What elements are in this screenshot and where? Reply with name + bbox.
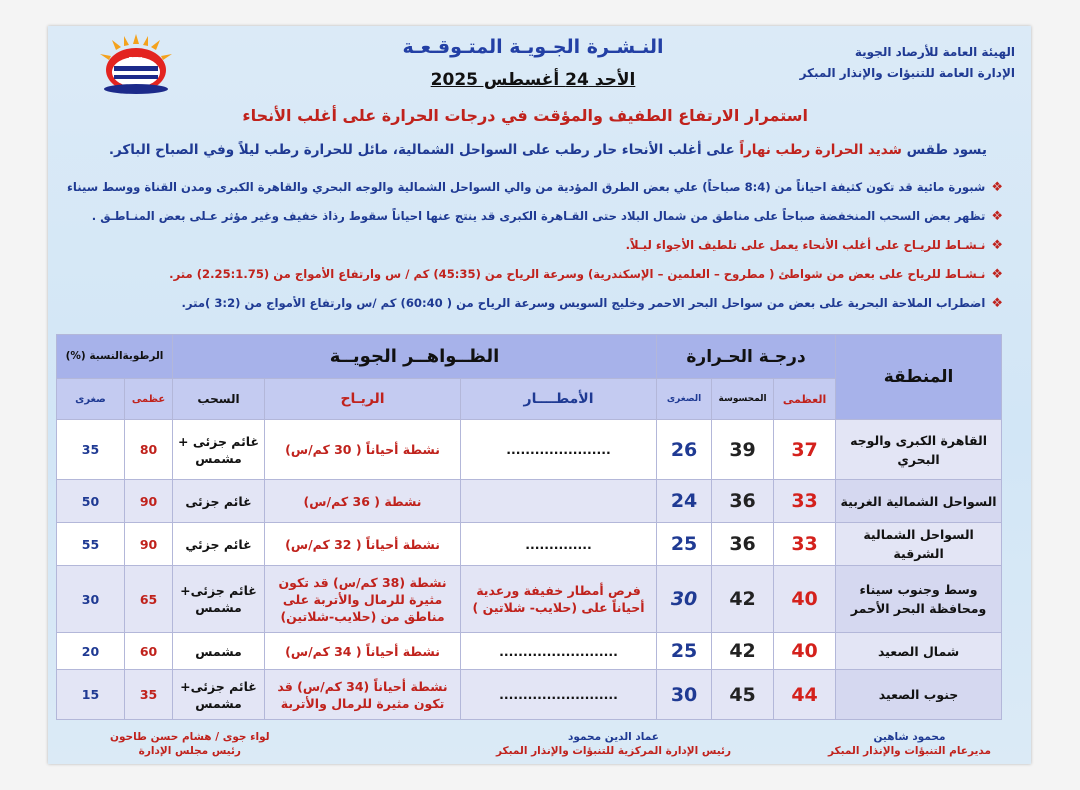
organization-header xyxy=(800,42,1015,84)
signature-chairman xyxy=(110,730,270,758)
table-row xyxy=(57,523,1002,566)
feels-like-temp: 45 xyxy=(712,670,774,720)
rain-value: فرص أمطار خفيفة ورعدية أحياناً على (حلايب- شلاتين ) xyxy=(461,566,657,633)
signature-forecast-director xyxy=(828,730,991,758)
table-row xyxy=(57,480,1002,523)
diamond-bullet-icon: ❖ xyxy=(991,238,1003,253)
note-item xyxy=(53,205,1003,234)
signature-name: محمود شاهين xyxy=(873,731,946,743)
region-name: شمال الصعيد xyxy=(836,633,1002,670)
temperature-header: درجـة الحـرارة xyxy=(657,335,836,379)
min-temp: 25 xyxy=(657,633,712,670)
min-temp-header: الصغرى xyxy=(657,379,712,420)
signature-role: مديرعام التنبؤات والإنذار المبكر xyxy=(827,745,991,757)
weather-summary xyxy=(109,142,987,158)
clouds-value: غائم جزئى+ مشمس xyxy=(173,670,265,720)
note-item xyxy=(53,292,1003,321)
feels-like-temp: 36 xyxy=(712,480,774,523)
table-row xyxy=(57,633,1002,670)
feels-like-temp: 42 xyxy=(712,633,774,670)
humidity-max: 65 xyxy=(125,566,173,633)
rain-value: ......................... xyxy=(461,670,657,720)
clouds-value: مشمس xyxy=(173,633,265,670)
note-item xyxy=(53,176,1003,205)
note-text: تظهر بعض السحب المنخفضة صباحاً على مناطق من شمال البلاد حتى القـاهرة الكبرى قد ينتج عنها احياناً سقوط رذاذ خفيف وغير مؤثر عـلى بعض المنـاطـق . xyxy=(91,209,986,223)
diamond-bullet-icon: ❖ xyxy=(991,296,1003,311)
max-temp: 33 xyxy=(774,480,836,523)
region-name: جنوب الصعيد xyxy=(836,670,1002,720)
max-temp: 37 xyxy=(774,420,836,480)
signature-name: لواء جوى / هشام حسن طاحون xyxy=(110,731,270,743)
humidity-min: 35 xyxy=(57,420,125,480)
region-name: السواحل الشمالية الشرقية xyxy=(836,523,1002,566)
humidity-max: 80 xyxy=(125,420,173,480)
max-temp: 40 xyxy=(774,566,836,633)
table-row xyxy=(57,566,1002,633)
signature-role: رئيس مجلس الإدارة xyxy=(138,745,241,757)
humidity-max: 90 xyxy=(125,480,173,523)
wind-value: نشطة أحياناً ( 30 كم/س) xyxy=(265,420,461,480)
min-temp: 30 xyxy=(657,670,712,720)
diamond-bullet-icon: ❖ xyxy=(991,180,1003,195)
region-name: القاهرة الكبرى والوجه البحري xyxy=(836,420,1002,480)
signature-role: رئيس الإدارة المركزية للتنبؤات والإنذار المبكر xyxy=(495,745,731,757)
humidity-header: الرطوبةالنسبة (%) xyxy=(57,335,173,379)
bulletin-date: الأحد 24 أغسطس 2025 xyxy=(430,70,636,90)
diamond-bullet-icon: ❖ xyxy=(991,267,1003,282)
wind-value: نشطة أحياناً ( 32 كم/س) xyxy=(265,523,461,566)
humidity-min: 30 xyxy=(57,566,125,633)
wind-value: نشطة أحياناً (34 كم/س) قد تكون مثيرة للرمال والأتربة xyxy=(265,670,461,720)
phenomena-header: الظــواهــر الجويــة xyxy=(173,335,657,379)
bulletin-title: النـشـرة الجـويـة المتـوقـعـة xyxy=(402,36,664,58)
feels-like-temp: 42 xyxy=(712,566,774,633)
summary-part3: على أغلب الأنحاء حار رطب على السواحل الشمالية، مائل للحرارة رطب ليلاً وفي الصباح الباكر. xyxy=(108,142,740,158)
humidity-max-header: عظمى xyxy=(125,379,173,420)
region-name: وسط وجنوب سيناء ومحافظة البحر الأحمر xyxy=(836,566,1002,633)
wind-value: نشطة (38 كم/س) قد تكون مثيرة للرمال والأتربة على مناطق من (حلايب-شلاتين) xyxy=(265,566,461,633)
humidity-min-header: صغرى xyxy=(57,379,125,420)
wind-header: الريـاح xyxy=(265,379,461,420)
rain-value: .............. xyxy=(461,523,657,566)
note-text: اضطراب الملاحة البحرية على بعض من سواحل البحر الاحمر وخليج السويس وسرعة الرياح من ( 60:40) كم /س وارتفاع الأمواج من (3:2 )متر. xyxy=(181,296,986,310)
ema-logo-icon xyxy=(92,32,180,96)
region-header: المنطقة xyxy=(836,335,1002,420)
note-item xyxy=(53,234,1003,263)
max-temp: 40 xyxy=(774,633,836,670)
svg-text:EMA: EMA xyxy=(128,56,144,64)
humidity-min: 15 xyxy=(57,670,125,720)
forecast-notes xyxy=(53,176,1003,321)
min-temp: 24 xyxy=(657,480,712,523)
rain-value xyxy=(461,480,657,523)
summary-part2: شديد الحرارة رطب نهاراً xyxy=(739,142,902,158)
signature-name: عماد الدين محمود xyxy=(568,731,659,743)
min-temp: 30 xyxy=(657,566,712,633)
note-text: نـشـاط للرياح على بعض من شواطئ ( مطروح – العلمين – الإسكندرية) وسرعة الرياح من (45:35) كم / س وارتفاع الأمواج من (2.25:1.75) متر. xyxy=(169,267,986,281)
feels-like-header: المحسوسة xyxy=(712,379,774,420)
diamond-bullet-icon: ❖ xyxy=(991,209,1003,224)
min-temp: 25 xyxy=(657,523,712,566)
wind-value: نشطة ( 36 كم/س) xyxy=(265,480,461,523)
max-temp-header: العظمى xyxy=(774,379,836,420)
humidity-min: 20 xyxy=(57,633,125,670)
max-temp: 33 xyxy=(774,523,836,566)
feels-like-temp: 39 xyxy=(712,420,774,480)
humidity-min: 50 xyxy=(57,480,125,523)
table-row xyxy=(57,670,1002,720)
clouds-value: غائم جزئى xyxy=(173,480,265,523)
note-text: نـشـاط للريـاح على أغلب الأنحاء يعمل على تلطيف الأجواء ليـلاً. xyxy=(625,238,986,252)
bulletin-sheet xyxy=(48,26,1031,764)
wind-value: نشطة أحياناً ( 34 كم/س) xyxy=(265,633,461,670)
table-row xyxy=(57,420,1002,480)
org-department: الإدارة العامة للتنبؤات والإنذار المبكر xyxy=(799,66,1015,80)
max-temp: 44 xyxy=(774,670,836,720)
feels-like-temp: 36 xyxy=(712,523,774,566)
signature-central-director xyxy=(496,730,731,758)
rain-header: الأمطــــار xyxy=(461,379,657,420)
note-text: شبورة مائية قد تكون كثيفة احياناً من (8:4 صباحاً) علي بعض الطرق المؤدية من والي السواحل الشمالية والوجه البحري والقاهرة الكبرى ومدن القناة ووسط سيناء xyxy=(66,180,986,194)
humidity-min: 55 xyxy=(57,523,125,566)
clouds-value: غائم جزئى + مشمس xyxy=(173,420,265,480)
headline: استمرار الارتفاع الطفيف والمؤقت في درجات الحرارة على أغلب الأنحاء xyxy=(242,106,808,125)
humidity-max: 60 xyxy=(125,633,173,670)
forecast-table xyxy=(56,334,1002,720)
rain-value: ......................... xyxy=(461,633,657,670)
region-name: السواحل الشمالية الغربية xyxy=(836,480,1002,523)
humidity-max: 90 xyxy=(125,523,173,566)
summary-part1: يسود طقس xyxy=(901,142,987,158)
clouds-value: غائم جزئى+ مشمس xyxy=(173,566,265,633)
humidity-max: 35 xyxy=(125,670,173,720)
clouds-header: السحب xyxy=(173,379,265,420)
rain-value: ...................... xyxy=(461,420,657,480)
org-name: الهيئة العامة للأرصاد الجوية xyxy=(854,45,1015,59)
clouds-value: غائم جزئي xyxy=(173,523,265,566)
min-temp: 26 xyxy=(657,420,712,480)
note-item xyxy=(53,263,1003,292)
